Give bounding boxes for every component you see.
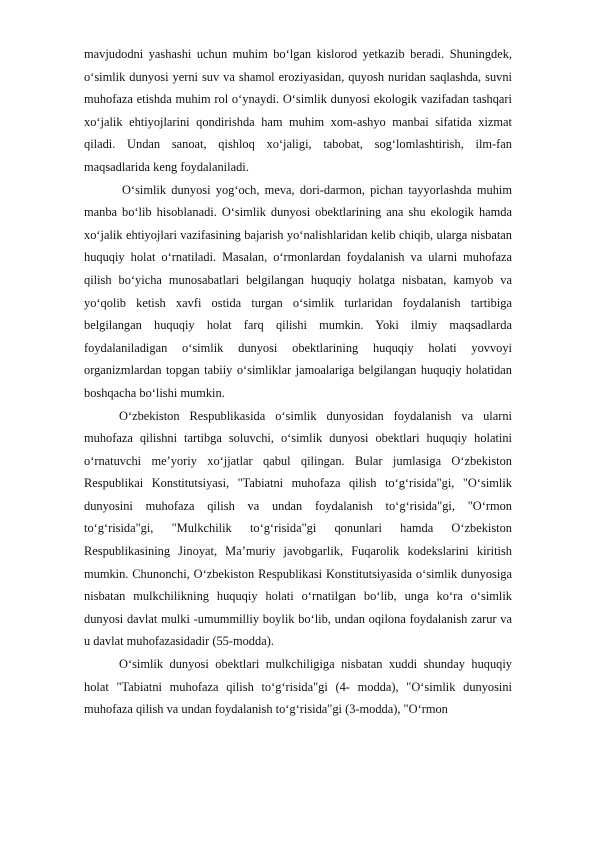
paragraph-continuation: mavjudodni yashashi uchun muhim bo‘lgan kislorod yetkazib beradi. Shuningdek, o‘simlik dunyosi yerni suv va shamol eroziyasidan, quyosh nuridan saqlashda, suvni muhofaza etishda muhim rol o‘ynaydi. O‘simlik dunyosi ekologik vazifadan tashqari xo‘jalik ehtiyojlarini qondirishda ham muhim xom-ashyo manbai sifatida xizmat qiladi. Undan sanoat, qishloq xo‘jaligi, tabobat, sog‘lomlashtirish, ilm-fan maqsadlarida keng foydalaniladi. bbox=[84, 47, 512, 174]
paragraph-plant-resources: O‘simlik dunyosi yog‘och, meva, dori-darmon, pichan tayyorlashda muhim manba bo‘lib hisoblanadi. O‘simlik dunyosi obektlarining ana shu ekologik hamda xo‘jalik ehtiyojlari vazifasining bajarish yo‘nalishlaridan kelib chiqib, ularga nisbatan huquqiy holat o‘rnatiladi. Masalan, o‘rmonlardan foydalanish va ularni muhofaza qilish bo‘yicha munosabatlari belgilangan huquqiy holatga nisbatan, kamyob va yo‘qolib ketish xavfi ostida turgan o‘simlik turlaridan foydalanish tartibiga belgilangan huquqiy holat farq qilishi mumkin. Yoki ilmiy maqsadlarda foydalaniladigan o‘simlik dunyosi obektlarining huquqiy holati yovvoyi organizmlardan topgan tabiiy o‘simliklar jamoalariga belgilangan huquqiy holatidan boshqacha bo‘lishi mumkin. bbox=[84, 182, 512, 400]
paragraph-legislation: O‘zbekiston Respublikasida o‘simlik dunyosidan foydalanish va ularni muhofaza qilishni tartibga soluvchi, o‘simlik dunyosi obektlari huquqiy holatini o‘rnatuvchi me’yoriy xo‘jjatlar qabul qilingan. Bular jumlasiga O‘zbekiston Respublikai Konstitutsiyasi, "Tabiatni muhofaza qilish to‘g‘risida"gi, "O‘simlik dunyosini muhofaza qilish va undan foydalanish to‘g‘risida"gi, "O‘rmon to‘g‘risida"gi, "Mulkchilik to‘g‘risida"gi qonunlari hamda O‘zbekiston Respublikasining Jinoyat, Ma’muriy javobgarlik, Fuqarolik kodekslarini kiritish mumkin. Chunonchi, O‘zbekiston Respublikasi Konstitutsiyasida o‘simlik dunyosiga nisbatan mulkchilikning huquqiy holati o‘rnatilgan bo‘lib, unga ko‘ra o‘simlik dunyosi davlat mulki -umummilliy boylik bo‘lib, undan oqilona foydalanish zarur va u davlat muhofazasidadir (55-modda). bbox=[84, 408, 512, 649]
paragraph-ownership: O‘simlik dunyosi obektlari mulkchiligiga nisbatan xuddi shunday huquqiy holat "Tabiatni muhofaza qilish to‘g‘risida"gi (4- modda), "O‘simlik dunyosini muhofaza qilish va undan foydalanish to‘g‘risida"gi (3-modda), "O‘rmon bbox=[84, 657, 512, 717]
document-body bbox=[84, 43, 512, 721]
